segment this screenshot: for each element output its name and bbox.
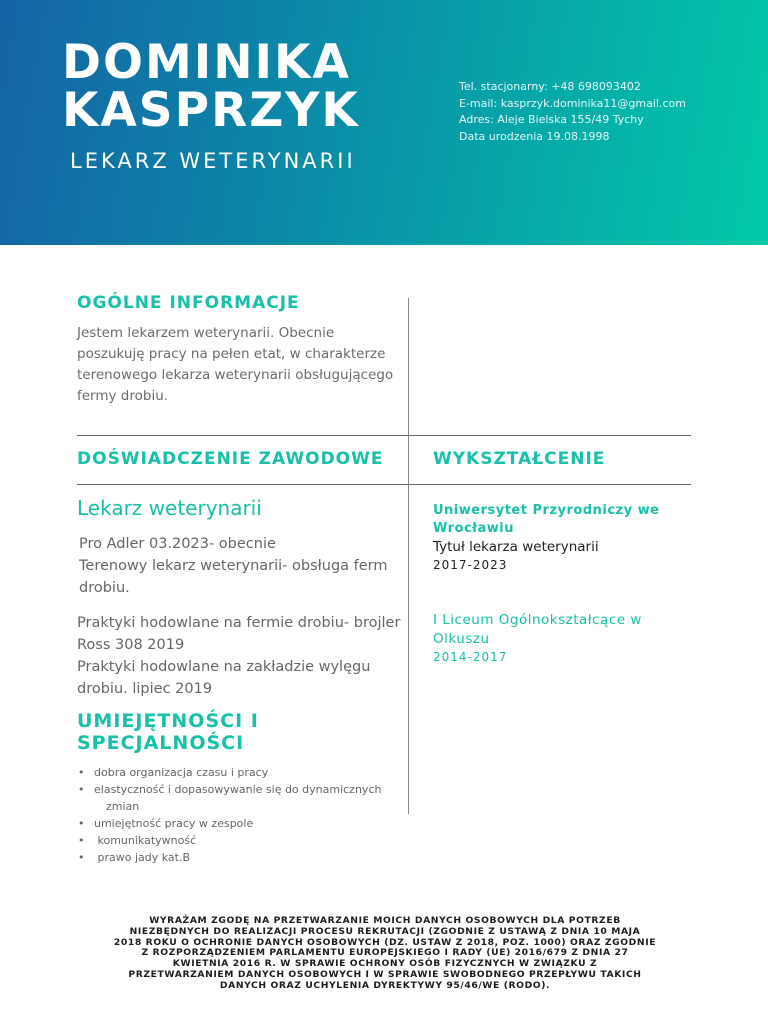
general-text <box>77 323 393 407</box>
consent-line: Z ROZPORZĄDZENIEM PARLAMENTU EUROPEJSKIEGO I RADY (UE) 2016/679 Z DNIA 27 <box>141 947 629 959</box>
column-divider-top <box>408 298 409 435</box>
general-text-line: poszukuję pracy na pełen etat, w charakterze <box>77 346 386 362</box>
experience-line: drobiu. <box>79 580 130 596</box>
school-name-line: Olkuszu <box>433 631 490 647</box>
header-banner <box>0 0 768 245</box>
experience-entry-internships <box>77 612 400 700</box>
experience-line: Terenowy lekarz weterynarii- obsługa ferm <box>79 558 388 574</box>
experience-job-title: Lekarz weterynarii <box>77 496 262 520</box>
contact-block <box>459 79 686 145</box>
contact-birthdate: Data urodzenia 19.08.1998 <box>459 129 610 143</box>
consent-line: 2018 ROKU O OCHRONIE DANYCH OSOBOWYCH (DZ. USTAW Z 2018, POZ. 1000) ORAZ ZGODNIE <box>113 936 657 948</box>
contact-phone: Tel. stacjonarny: +48 698093402 <box>459 80 641 93</box>
experience-line: Praktyki hodowlane na zakładzie wylęgu <box>77 659 371 675</box>
education-school-1 <box>433 502 659 538</box>
skill-item: • dobra organizacja czasu i pracy <box>78 764 381 781</box>
job-title: LEKARZ WETERYNARII <box>70 149 356 173</box>
school-name-line: Uniwersytet Przyrodniczy we <box>433 503 660 518</box>
column-divider-mid <box>408 435 409 485</box>
skills-heading <box>77 710 259 754</box>
skills-heading-line: SPECJALNOŚCI <box>77 732 245 754</box>
name-first: DOMINIKA <box>62 35 351 90</box>
column-divider-bottom <box>408 484 409 814</box>
experience-line: Pro Adler 03.2023- obecnie <box>79 536 276 552</box>
education-degree: Tytuł lekarza weterynarii <box>433 539 599 555</box>
experience-line: Ross 308 2019 <box>77 637 185 653</box>
experience-line: Praktyki hodowlane na fermie drobiu- brojler <box>77 615 401 631</box>
skill-item-continuation: zmian <box>106 800 140 813</box>
general-heading: OGÓLNE INFORMACJE <box>77 293 300 313</box>
education-heading: WYKSZTAŁCENIE <box>433 449 606 469</box>
school-name-line: Wrocławiu <box>433 521 514 536</box>
school-name-line: I Liceum Ogólnokształcące w <box>433 612 642 628</box>
skill-item: • umiejętność pracy w zespole <box>78 815 381 832</box>
skill-item: • komunikatywność <box>78 832 381 849</box>
skill-item: • elastyczność i dopasowywanie się do dynamicznych <box>78 781 381 798</box>
general-text-line: fermy drobiu. <box>77 388 169 404</box>
general-text-line: terenowego lekarza weterynarii obsługującego <box>77 367 394 383</box>
contact-email: E-mail: kasprzyk.dominika11@gmail.com <box>459 96 686 110</box>
consent-line: KWIETNIA 2016 R. W SPRAWIE OCHRONY OSÓB FIZYCZNYCH W ZWIĄZKU Z <box>172 958 598 970</box>
consent-line: PRZETWARZANIEM DANYCH OSOBOWYCH I W SPRAWIE SWOBODNEGO PRZEPŁYWU TAKICH <box>128 968 642 980</box>
skills-list <box>78 764 381 866</box>
skills-heading-line: UMIEJĘTNOŚCI I <box>77 710 259 732</box>
general-text-line: Jestem lekarzem weterynarii. Obecnie <box>77 325 335 341</box>
experience-entry-current <box>79 533 388 599</box>
section-divider-top <box>77 435 691 436</box>
consent-line: WYRAŻAM ZGODĘ NA PRZETWARZANIE MOICH DANYCH OSOBOWYCH DLA POTRZEB <box>149 915 621 926</box>
education-years-1: 2017-2023 <box>433 558 508 572</box>
experience-heading: DOŚWIADCZENIE ZAWODOWE <box>77 449 384 469</box>
education-school-2 <box>433 611 642 649</box>
skill-item: • prawo jady kat.B <box>78 849 381 866</box>
education-years-2: 2014-2017 <box>433 650 508 664</box>
contact-address: Adres: Aleje Bielska 155/49 Tychy <box>459 113 644 126</box>
experience-line: drobiu. lipiec 2019 <box>77 681 213 697</box>
consent-line: DANYCH ORAZ UCHYLENIA DYREKTYWY 95/46/WE (RODO). <box>219 979 551 991</box>
section-divider-bottom <box>77 484 691 485</box>
consent-line: NIEZBĘDNYCH DO REALIZACJI PROCESU REKRUTACJI (ZGODNIE Z USTAWĄ Z DNIA 10 MAJA <box>129 925 641 937</box>
gdpr-consent <box>96 916 674 992</box>
name-last: KASPRZYK <box>62 83 360 138</box>
